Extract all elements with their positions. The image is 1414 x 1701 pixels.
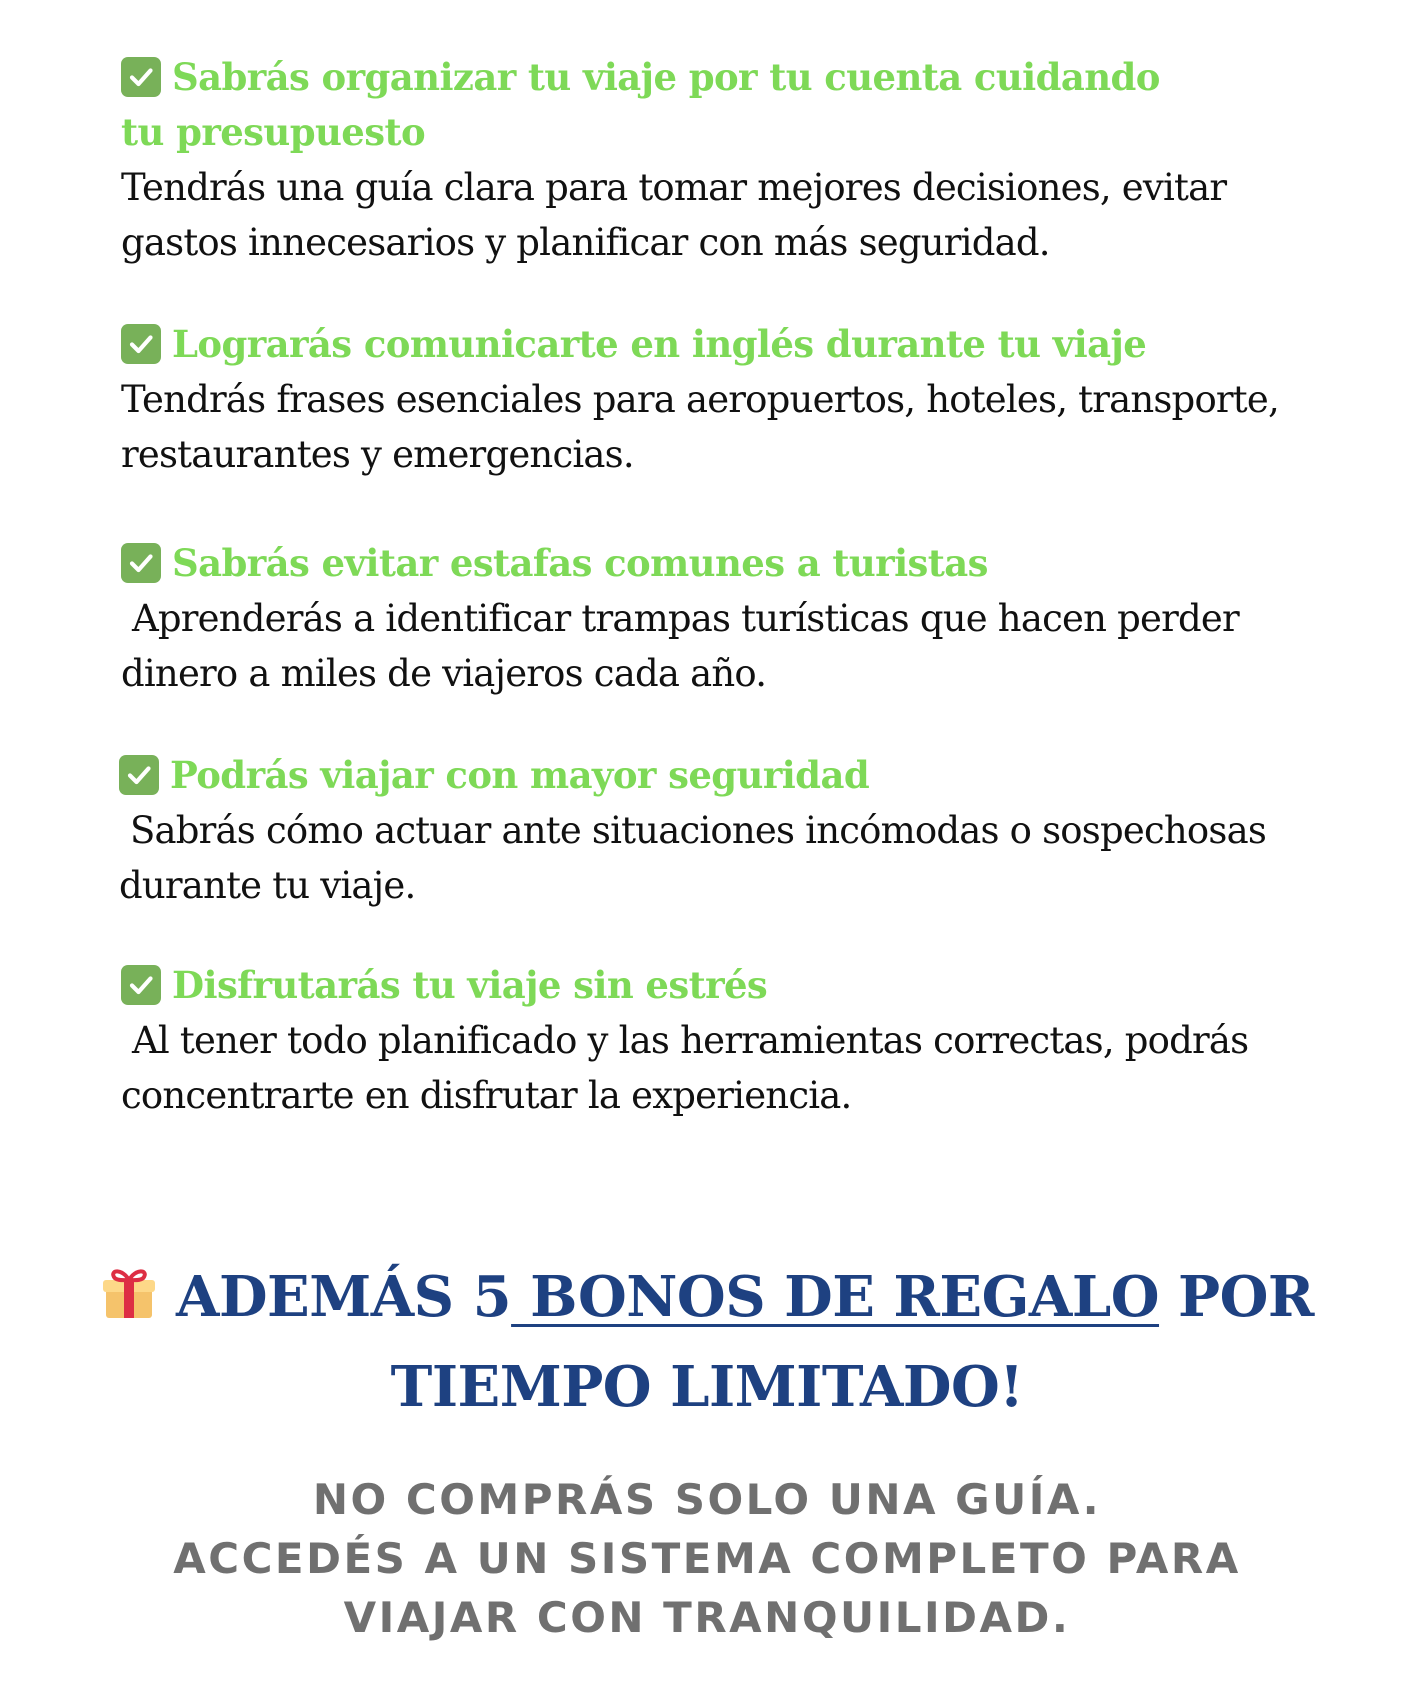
benefit-description: Al tener todo planificado y las herramientas correctas, podrás concentrarte en disfrutar la experiencia. [121, 1019, 1249, 1117]
bonus-heading-part3: POR [1159, 1264, 1314, 1330]
benefit-title [121, 536, 1321, 591]
bonus-heading-line2: TIEMPO LIMITADO! [390, 1354, 1024, 1420]
benefit-title [121, 50, 1321, 105]
tagline-line2: ACCEDÉS A UN SISTEMA COMPLETO PARA [173, 1534, 1241, 1583]
benefit-title-text: Podrás viajar con mayor seguridad [170, 753, 870, 797]
check-mark-icon [121, 543, 161, 583]
check-mark-icon [121, 324, 161, 364]
benefit-description: Tendrás frases esenciales para aeropuertos, hoteles, transporte, restaurantes y emergencias. [121, 378, 1279, 476]
bonus-heading-line1 [0, 1255, 1414, 1345]
benefit-title [121, 958, 1321, 1013]
benefit-title-text [172, 50, 1321, 105]
tagline-line1: NO COMPRÁS SOLO UNA GUÍA. [312, 1475, 1102, 1524]
benefit-item [121, 958, 1321, 1123]
benefit-description: Sabrás cómo actuar ante situaciones incómodas o sospechosas durante tu viaje. [119, 809, 1267, 907]
benefit-title-line2: tu presupuesto [121, 110, 426, 154]
benefit-title-text: Disfrutarás tu viaje sin estrés [172, 963, 768, 1007]
bonus-heading-part1: ADEMÁS 5 [176, 1264, 512, 1330]
benefit-item [119, 748, 1319, 913]
gift-icon [100, 1261, 158, 1345]
check-mark-icon [119, 755, 159, 795]
benefit-title [119, 748, 1319, 803]
benefit-title-line1: Sabrás organizar tu viaje por tu cuenta cuidando [172, 55, 1160, 99]
benefit-description: Tendrás una guía clara para tomar mejores decisiones, evitar gastos innecesarios y planificar con más seguridad. [121, 166, 1227, 264]
bonus-heading-underlined: BONOS DE REGALO [511, 1264, 1160, 1330]
benefit-item [121, 50, 1321, 270]
benefit-title [121, 317, 1321, 372]
benefit-title-text: Sabrás evitar estafas comunes a turistas [172, 541, 988, 585]
benefit-item [121, 317, 1321, 482]
check-mark-icon [121, 57, 161, 97]
benefit-description: Aprenderás a identificar trampas turísticas que hacen perder dinero a miles de viajeros cada año. [121, 597, 1239, 695]
benefit-title-text: Lograrás comunicarte en inglés durante tu viaje [172, 322, 1147, 366]
benefit-item [121, 536, 1321, 701]
check-mark-icon [121, 965, 161, 1005]
benefit-title-continued [121, 105, 1321, 160]
tagline [0, 1470, 1414, 1647]
tagline-line3: VIAJAR CON TRANQUILIDAD. [343, 1593, 1071, 1642]
bonus-heading [0, 1255, 1414, 1429]
